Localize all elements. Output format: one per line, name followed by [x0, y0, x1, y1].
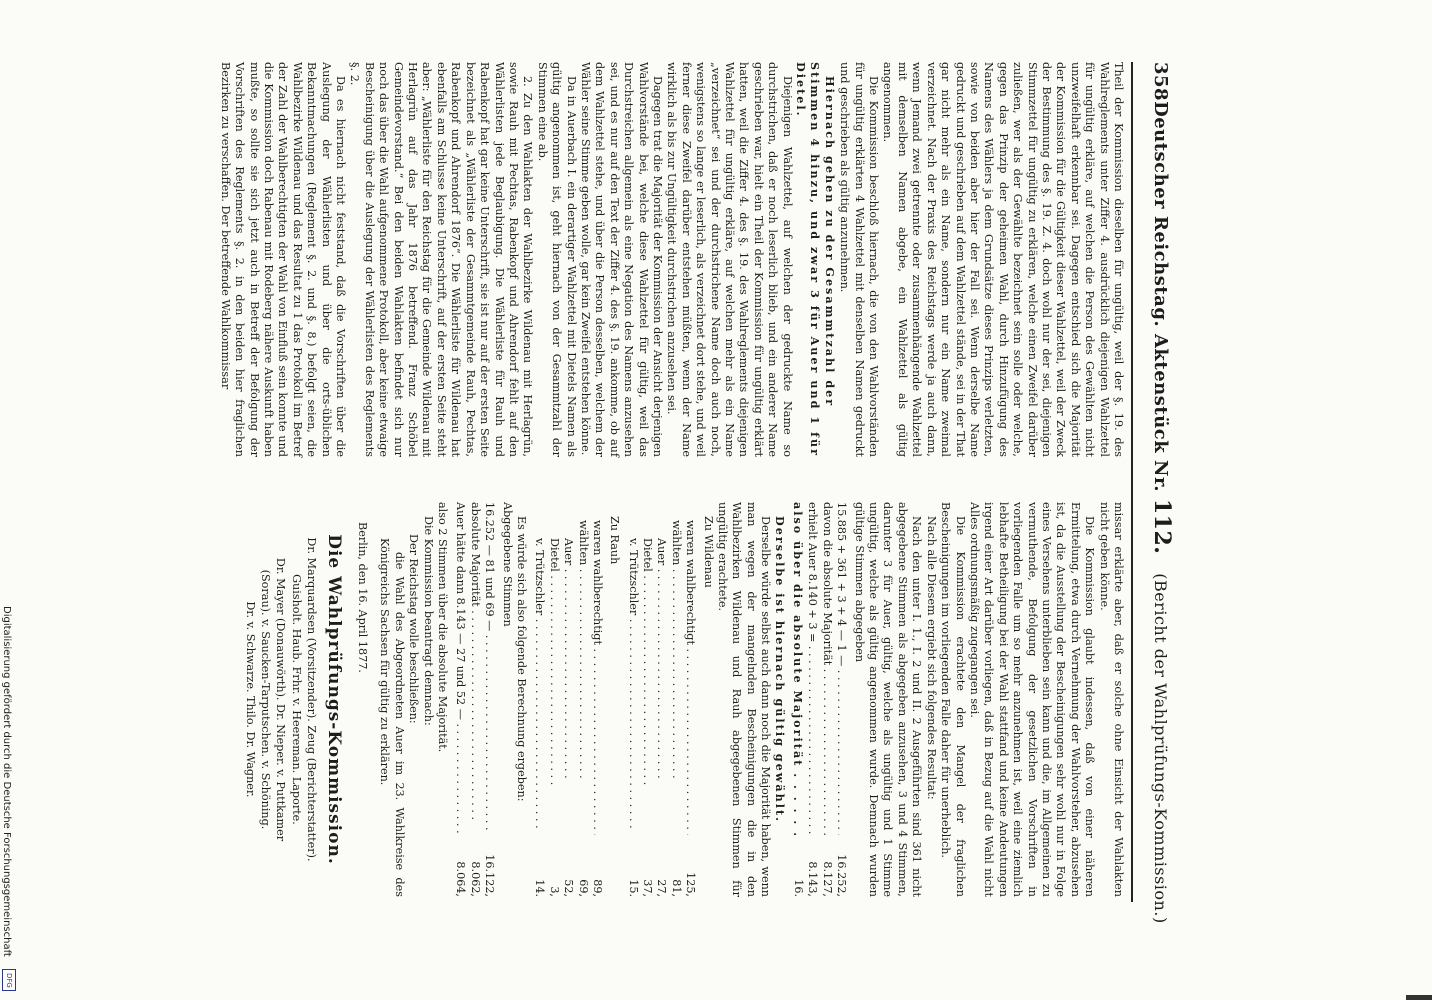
paragraph-spaced: Stimmen 4 hinzu, und zwar 3 für Auer und 1 für Dietel. [794, 62, 823, 457]
calc-label: also über die absolute Majorität . . . [791, 502, 805, 835]
paragraph: Der Reichstag wolle beschließen: [407, 534, 421, 724]
wildenau-list [625, 502, 697, 897]
header-rule [1131, 62, 1133, 902]
paragraph: Die Kommission beschloß hiernach, die von den Wahlvorständen für ungültig erklärten 4 Wahlzettel mit denselben Namen gedruckt und geschrieben als gültig anzunehmen. [838, 62, 881, 457]
list-item: Dietel . . . 37, [640, 520, 654, 897]
calc-label: davon die absolute Majorität . . . [820, 502, 834, 835]
page-number: 358 [1150, 62, 1171, 102]
calc-value: 16.252, [835, 854, 849, 897]
paragraph: Derselbe würde selbst auch dann noch die Majorität haben, wenn man wegen der mangelnden Bescheinigungen die in den Wahlbezirken Wildenau und Rauh abgegebenen Stimmen für ungültig erachtete. [716, 502, 773, 897]
calc-value: 16. [792, 879, 806, 897]
paragraph: Theil der Kommission dieselben für ungültig, weil der §. 19. des Wahlreglements unter Ziffer 4. ausdrücklich diejenigen Wahlzettel für ungültig erkläre, auf welchen die Person des Gewählten nicht unzweifelhaft erkennbar sei. Dagegen entschied sich die Majorität der Kommission für die Gültigkeit dieser Wahlzettel, weil der Zweck der Bestimmung des §. 19. Z. 4. doch wohl nur der sei, diejenigen Stimmzettel für ungültig zu erklären, welche einen Zweifel darüber zuließen, wer als der Gewählte bezeichnet sein solle oder welche, gegen das Prinzip der geheimen Wahl, durch Hinzufügung des Namens des Wählers ja dem Grundsätze dieses Prinzips verletzten, sowie von beiden aber hier der Fall sei. Wenn derselbe Name gedruckt und geschrieben auf dem Wahlzettel stände, sei in der That gar nicht mehr als ein Name, sondern nur ein Name zweimal verzeichnet. Nach der Praxis des Reichstags werde ja auch dann, wenn Jemand zwei getrennte oder zusammenhängende Wahlzettel mit demselben Namen abgebe, ein Wahlzettel als gültig angenommen. [881, 62, 1125, 457]
paragraph: Es würde sich also folgende Berechnung ergeben: [514, 516, 528, 802]
dfg-logo: DFG [2, 969, 16, 991]
calc-row: 16.252 — 81 und 69 — . . . 16.122, [482, 502, 496, 897]
paragraph: Da es hiernach nicht feststand, daß die Vorschriften über die Auslegung der Wählerlisten und über die orts-üblichen Bekanntmachungen (Reglement §. 2. und §. 8.) befolgt seien, die Wahlbezirke Wildenau und das Resultat zu 1 das Protokoll im Betref der Zahl der Wahlberechtigten der Wahl von Einfluß sein konnte und die Kommission doch Rabenau mit Rodeberg nähere Auskunft haben mußte, so sollte sie sich jetzt auch in Betreff der Befolgung der Vorschriften des Reglements §. 2. in den beiden hier fraglichen Bezirken zu verschaffen. Der betreffende Wahlkommissar [218, 62, 348, 457]
list-item: wählten . . . 81, [669, 520, 683, 897]
signature-line: Guisholt. Haub. Frhr. v. Heereman. Laporte. [289, 574, 303, 825]
paragraph: Da in Auerbach I. ein derartiger Wahlzettel mit Dietels Namen als gültig angenommen ist, geht hiernach von der Gesammtzahl der Stimmen eine ab. [535, 62, 578, 457]
aktenstueck-number: 112. [1149, 498, 1175, 555]
list-item: Auer . . . 27, [654, 520, 668, 897]
list-item: waren wahlberechtigt . . . 89, [590, 520, 604, 897]
paragraph: Dagegen trat die Majorität der Kommission der Ansicht derjenigen Wahlvorstände bei, welche diese Wahlzettel für gültig, weil das Durchstreichen allgemein als eine Negation des Namens anzusehen sei, und es nur auf den Text der Ziffer 4. des §. 19. ankomme, ob auf dem Wahlzettel stehe, und über die Person desselben, welchem der Wähler seine Stimme geben wolle, gar kein Zweifel entstehen könne. [578, 62, 664, 457]
calc-row: absolute Majorität . . . 8.062, [467, 502, 481, 897]
paragraph: Zu Rauh [608, 516, 622, 565]
rotated-document-page [105, 62, 1175, 924]
list-item: wählten . . . 69, [575, 520, 589, 897]
header-subtitle: (Bericht der Wahlprüfungs-Kommission.) [1151, 573, 1170, 924]
calc-row [805, 502, 819, 897]
signature-line: (Sorau). v. Saucken-Tarputschen. v. Schöning. [258, 569, 272, 830]
digitization-note: Digitalisierung gefördert durch die Deutsche Forschungsgemeinschaft [1, 606, 12, 957]
paragraph: Nach alle Diesem ergiebt sich folgendes Resultat: [924, 516, 938, 800]
signature-line: Dr. v. Schwarze. Thilo. Dr. Wagner. [243, 601, 257, 798]
paragraph: Die Kommission glaubt indessen, daß von einer näheren Ermittelung, etwa durch Vernehmung der Wahlvorsteher, abzusehen ist, da die Ausstellung der Bescheinigungen sehr wohl nur in Folge eines Versehens unterblieben sein kann und die, im Allgemeinen zu vermuthende, Befolgung der gesetzlichen Vorschriften in vorliegenden Falle um so mehr anzunehmen ist, weil eine ziemlich lebhafte Betheiligung bei der Wahl stattfand und keine Andeutungen irgend einer Art darüber vorliegen, daß in Bezug auf die Wahl nicht Alles ordnungsmäßig zugegangen sei. [967, 502, 1097, 897]
list-item: v. Trützschler . . . 15. [625, 520, 639, 897]
calc-row: Auer hätte dann 8.143 — 27 und 52 — . . . 8.064, [453, 502, 467, 897]
list-item: v. Trützschler . . . 14. [532, 520, 546, 897]
calc-value: 8.127, [820, 861, 834, 897]
paragraph-spaced: Derselbe ist hiernach gültig gewählt. [772, 516, 787, 824]
paragraph: Zu Wildenau [701, 516, 715, 588]
paragraph: Diejenigen Wahlzettel, auf welchen der gedruckte Name so durchstrichen, daß er noch leserlich blieb, und ein anderer Name geschrieben war, hielt ein Theil der Kommission für ungültig erklärt hatten, weil die Ziffer 4. des §. 19. des Wahlreglements diejenigen Wahlzettel für ungültig erkläre, auf welchen mehr als ein Name „verzeichnet“ sei und der durchstrichene Name doch auch noch, wenigstens so lange er leserlich, als verzeichnet dort stehe, und weil ferner diese Zweifel darüber entstehen müßten, wenn der Name wirklich als bis zur Ungültigkeit durchstrichen anzusehen sei. [665, 62, 794, 457]
rauh-list [532, 502, 604, 897]
header-title [1149, 101, 1175, 924]
date-line: Berlin, den 16. April 1877. [355, 522, 369, 673]
paragraph-spaced: Hiernach gehen zu der Gesammtzahl der [822, 76, 837, 408]
signature-line: Dr. Marquardsen (Vorsitzender). Zeug (Berichterstatter). [305, 537, 319, 862]
paragraph: 2. Zu den Wahlakten der Wahlbezirke Wildenau mit Herlagrün, sowie Rauh mit Pechtas, Rabenkopf und Ahrendorf fehlt auf den Wählerlisten jede Beglaubigung. Die Wählerliste für Rauh und Rabenkopf hat gar keine Unterschrift, sie ist nur auf der ersten Seite bezeichnet als „Wählerliste der Gesammtgemeinde Rauh, Pechtas, Rabenkopf und Ahrendorf 1876“. Die Wählerliste für Wildenau hat ebenfalls am Schlusse keine Unterschrift, auf der ersten Seite steht aber: „Wählerliste für den Reichstag für die Gemeinde Wildenau mit Herlagrün auf das Jahr 1876 betreffend. Franz Schöbel Gemeindevorstand.“ Bei den beiden Wahlakten befindet sich nur noch das über die Wahl aufgenommene Protokoll, aber keine etwaige Bescheinigung über die Auslegung der Wählerlisten des Reglements §. 2. [348, 62, 535, 457]
calculation-block [791, 502, 849, 897]
calc-row [820, 502, 834, 897]
calc-label: erhielt Auer 8.140 + 3 = . . . [805, 502, 819, 835]
page-header [1135, 62, 1175, 924]
paragraph: Nach den unter I. 1., I. 2 und II. 2 Ausgeführten sind 361 nicht abgegebene Stimmen als abgegeben anzusehen, 3 und 4 Stimmen, darunter 3 für Auer, gültig, welche als ungültig und 1 Stimme ungültig, welche als gültig angenommen wurde. Demnach wurden gültige Stimmen abgegeben [852, 502, 924, 897]
paragraph: Die Kommission beantragt demnach: [421, 516, 435, 726]
publication-title: Deutscher Reichstag. [1150, 101, 1171, 328]
list-item: Dietel . . . 3, [546, 520, 560, 897]
aktenstueck-label: Aktenstück Nr. [1150, 333, 1171, 493]
right-column [115, 502, 1125, 897]
paragraph: Abgegebene Stimmen [500, 502, 514, 627]
paragraph: die Wahl des Abgeordneten Auer im 23. Wahlkreise des Königreichs Sachsen für gültig zu erklären. [378, 538, 406, 897]
paragraph: also 2 Stimmen über die absolute Majorität. [435, 502, 449, 753]
left-column [115, 62, 1125, 457]
scan-edge-mark [1406, 995, 1432, 1000]
calc-row [791, 502, 805, 897]
calc-label: 15.885 + 361 + 3 + 4 — 1 — . . . [834, 502, 848, 835]
paragraph: missar erklärte aber, daß er solche ohne Einsicht der Wahlakten nicht geben könne. [1097, 502, 1125, 897]
calculation-block-2 [453, 502, 496, 897]
signature-line: Dr. Mayer (Donauwörth). Dr. Nieper. v. Puttkamer [274, 557, 288, 842]
list-item: waren wahlberechtigt . . . 125, [683, 520, 697, 897]
commission-heading: Die Wahlprüfungs-Kommission. [323, 534, 344, 865]
calc-row [834, 502, 848, 897]
list-item: Auer . . . 52, [561, 520, 575, 897]
paragraph: Die Kommission erachtete den Mangel der fraglichen Bescheinigungen im vorliegenden Falle daher für unerheblich. [939, 502, 967, 897]
calc-value: 8.143, [806, 861, 820, 897]
